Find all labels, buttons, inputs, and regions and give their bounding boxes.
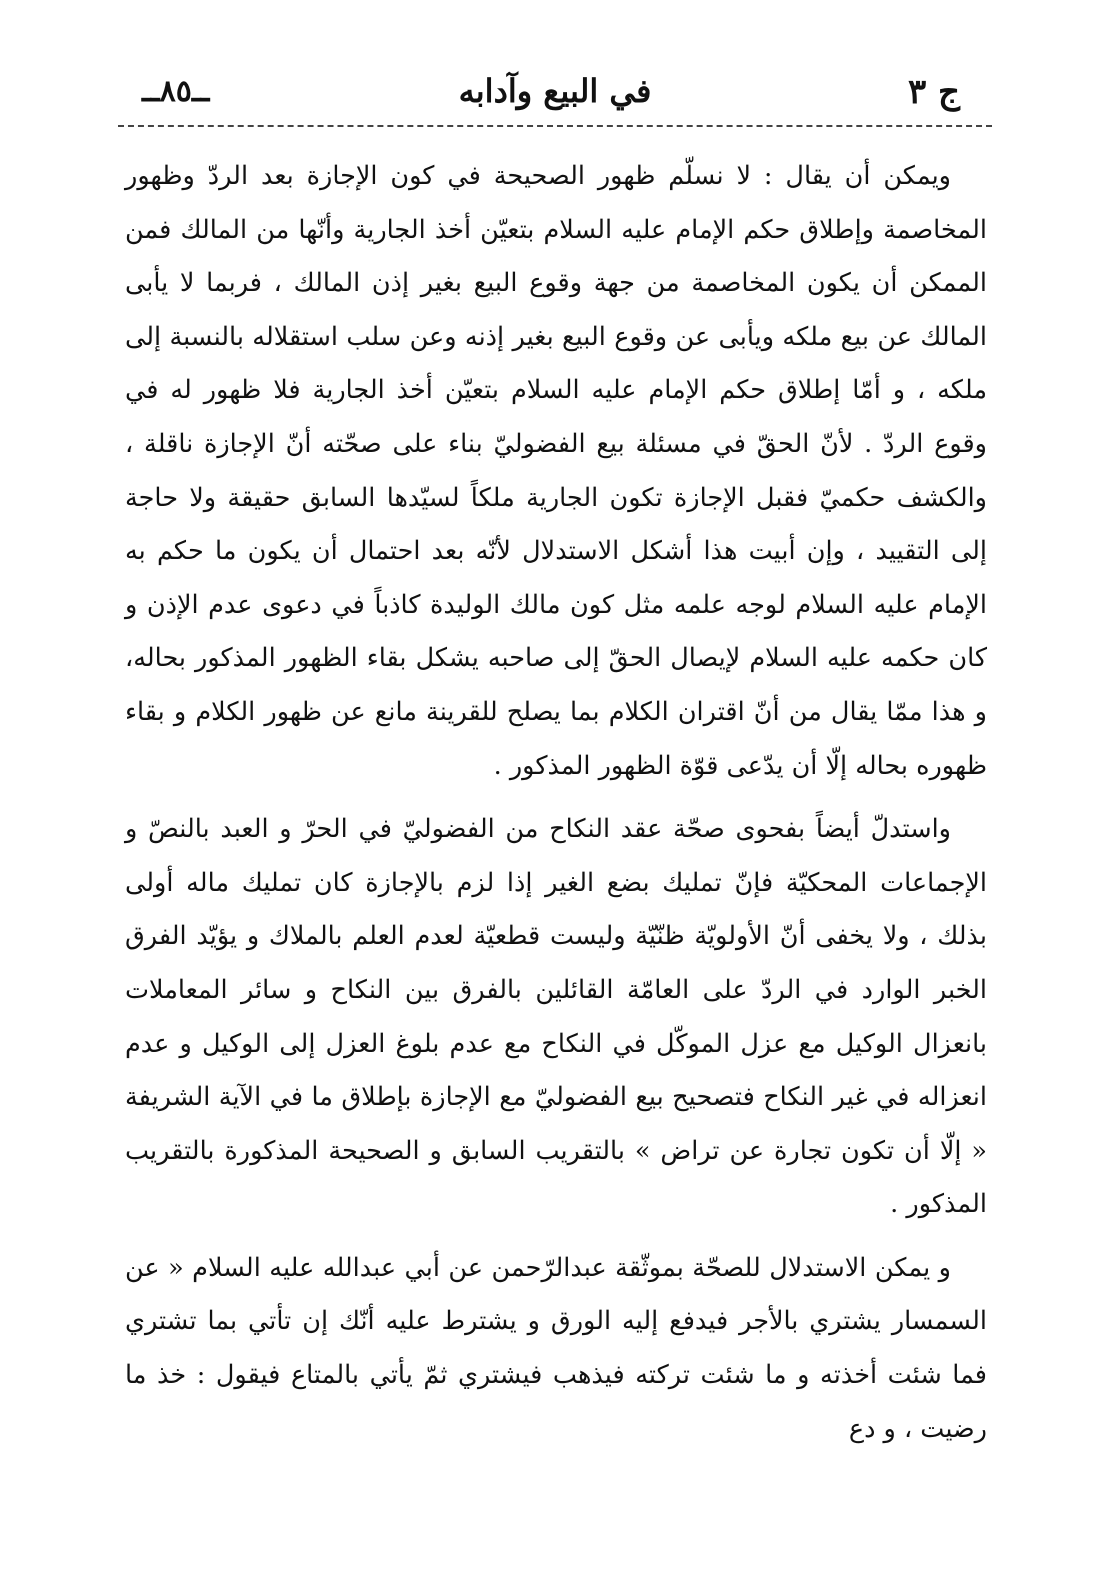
paragraph-2: واستدلّ أيضاً بفحوى صحّة عقد النكاح من الفضوليّ في الحرّ و العبد بالنصّ و الإجماعات المحكيّة فإنّ تمليك بضع الغير إذا لزم بالإجازة كان تمليك ماله أولى بذلك ، ولا يخفى أنّ الأولويّة ظنّيّة وليست قطعيّة لعدم العلم بالملاك و يؤيّد الفرق الخبر الوارد في الردّ على العامّة القائلين بالفرق بين النكاح و سائر المعاملات بانعزال الوكيل مع عزل الموكّل في النكاح مع عدم بلوغ العزل إلى الوكيل و عدم انعزاله في غير النكاح فتصحيح بيع الفضوليّ مع الإجازة بإطلاق ما في الآية الشريفة « إلّا أن تكون تجارة عن تراض » بالتقريب السابق و الصحيحة المذكورة بالتقريب المذكور . [125, 814, 987, 1220]
page-number: ــ٨٥ــ [142, 74, 210, 109]
paragraph-1: ويمكن أن يقال : لا نسلّم ظهور الصحيحة في كون الإجازة بعد الردّ وظهور المخاصمة وإطلاق حكم الإمام عليه السلام بتعيّن أخذ الجارية وأنّها من المالك فمن الممكن أن يكون المخاصمة من جهة وقوع البيع بغير إذن المالك ، فربما لا يأبى المالك عن بيع ملكه ويأبى عن وقوع البيع بغير إذنه وعن سلب استقلاله بالنسبة إلى ملكه ، و أمّا إطلاق حكم الإمام عليه السلام بتعيّن أخذ الجارية فلا ظهور له في وقوع الردّ . لأنّ الحقّ في مسئلة بيع الفضوليّ بناء على صحّته أنّ الإجازة ناقلة ، والكشف حكميّ فقبل الإجازة تكون الجارية ملكاً لسيّدها السابق حقيقة ولا حاجة إلى التقييد ، وإن أبيت هذا أشكل الاستدلال لأنّه بعد احتمال أن يكون ما حكم به الإمام عليه السلام لوجه علمه مثل كون مالك الوليدة كاذباً في دعوى عدم الإذن و كان حكمه عليه السلام لإيصال الحقّ إلى صاحبه يشكل بقاء الظهور المذكور بحاله، و هذا ممّا يقال من أنّ اقتران الكلام بما يصلح للقرينة مانع عن ظهور الكلام و بقاء ظهوره بحاله إلّا أن يدّعى قوّة الظهور المذكور . [125, 161, 988, 781]
header-divider [118, 125, 992, 127]
page-header [120, 70, 990, 122]
paragraph-3: و يمكن الاستدلال للصحّة بموثّقة عبدالرّحمن عن أبي عبدالله عليه السلام « عن السمسار يشتري بالأجر فيدفع إليه الورق و يشترط عليه أنّك إن تأتي بما تشتري فما شئت أخذته و ما شئت تركته فيذهب فيشتري ثمّ يأتي بالمتاع فيقول : خذ ما رضيت ، و دع [125, 1252, 987, 1444]
body-text [125, 150, 987, 1456]
running-title: في البيع وآدابه [458, 72, 652, 110]
volume-label: ج ٣ [907, 72, 960, 112]
